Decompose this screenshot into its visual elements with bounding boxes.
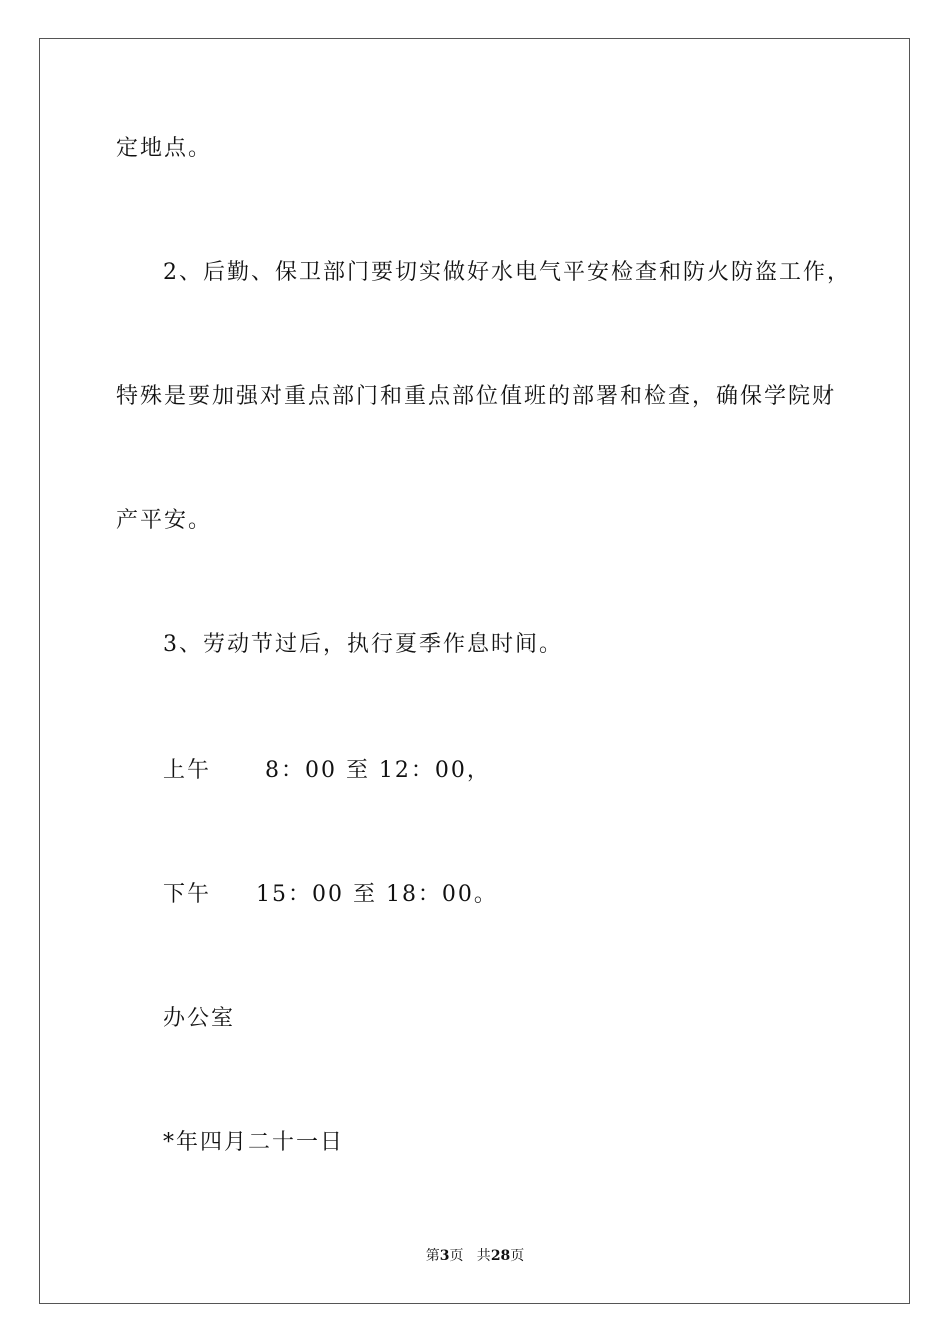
paragraph-line: 特殊是要加强对重点部门和重点部位值班的部署和检查，确保学院财 [116,384,837,409]
page-footer [0,1246,950,1266]
paragraph-line: 3、劳动节过后，执行夏季作息时间。 [163,632,563,657]
signature-office: 办公室 [163,1006,236,1031]
footer-total-pages: 28 [490,1248,511,1264]
footer-mid: 页 共 [449,1248,491,1264]
paragraph-line: 定地点。 [116,136,213,161]
paragraph-line: 2、后勤、保卫部门要切实做好水电气平安检查和防火防盗工作， [163,260,851,285]
schedule-morning: 上午 8：00 至 12：00， [163,758,491,783]
page-frame [39,38,910,1304]
schedule-afternoon: 下午 15：00 至 18：00。 [163,882,498,907]
footer-prefix: 第 [425,1248,440,1264]
footer-page-number: 3 [439,1248,450,1264]
paragraph-line: 产平安。 [116,508,213,533]
footer-suffix: 页 [510,1248,525,1264]
signature-date: *年四月二十一日 [163,1130,345,1155]
